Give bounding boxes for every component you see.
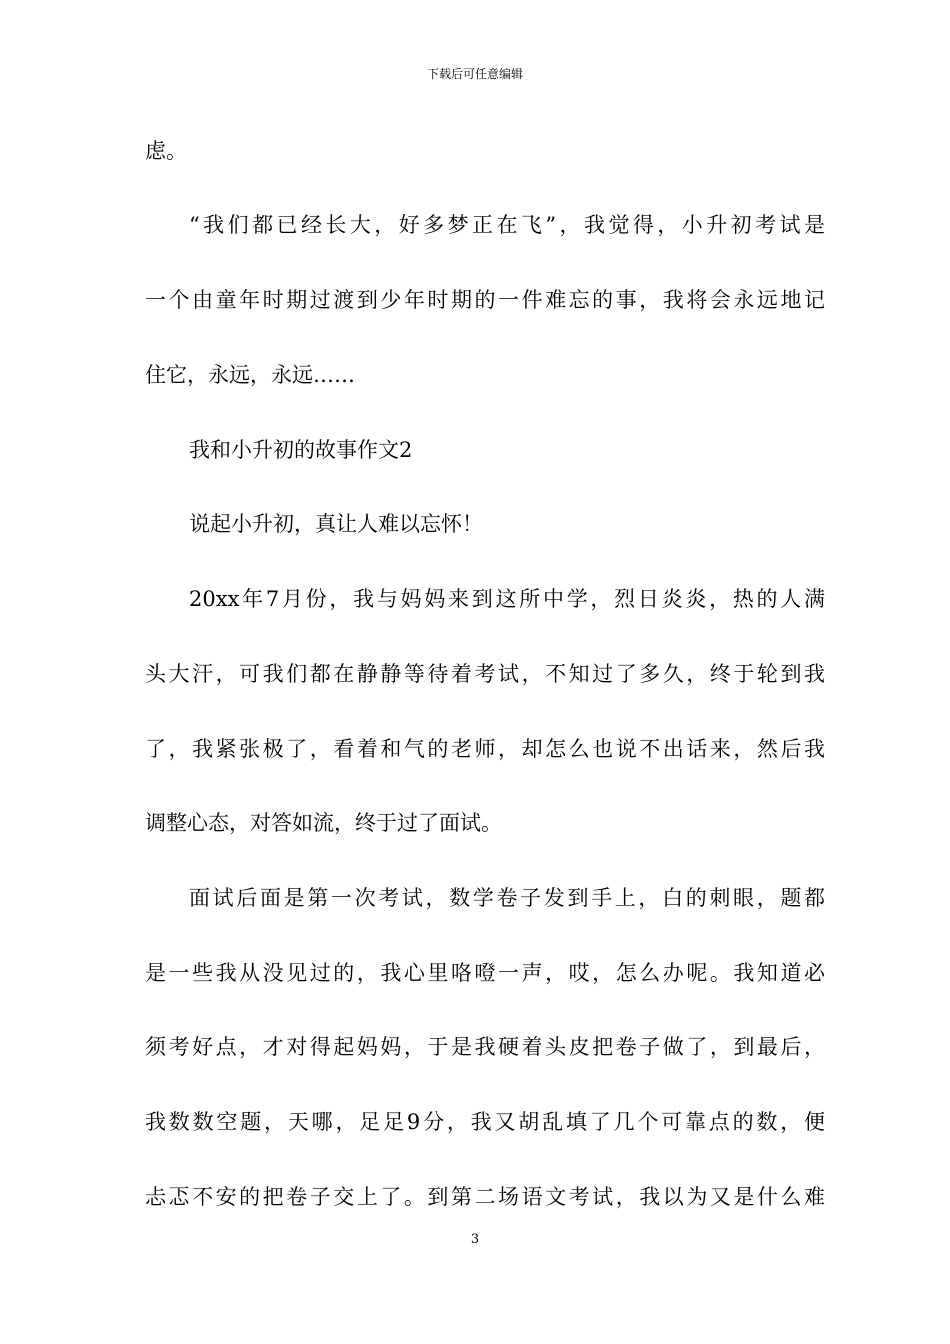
text-line: 是一些我从没见过的，我心里咯噔一声，哎，怎么办呢。我知道必 <box>145 961 825 985</box>
text-line: 住它，永远，永远…… <box>145 363 355 387</box>
text-line: 须考好点，才对得起妈妈，于是我硬着头皮把卷子做了，到最后， <box>145 1035 825 1059</box>
text-line: 调整心态，对答如流，终于过了面试。 <box>145 811 502 835</box>
text-line: 了，我紧张极了，看着和气的老师，却怎么也说不出话来，然后我 <box>145 737 825 761</box>
text-line: 20xx年7月份，我与妈妈来到这所中学，烈日炎炎，热的人满 <box>189 587 825 611</box>
text-line: 面试后面是第一次考试，数学卷子发到手上，白的刺眼，题都 <box>189 886 825 910</box>
text-line: 忐忑不安的把卷子交上了。到第二场语文考试，我以为又是什么难 <box>145 1185 825 1209</box>
section-title: 我和小升初的故事作文2 <box>189 438 413 462</box>
text-line: 我数数空题，天哪，足足9分，我又胡乱填了几个可靠点的数，便 <box>145 1110 825 1134</box>
page-number: 3 <box>470 1232 480 1247</box>
text-line: 一个由童年时期过渡到少年时期的一件难忘的事，我将会永远地记 <box>145 288 825 312</box>
text-line: 虑。 <box>145 139 187 163</box>
page-header: 下载后可任意编辑 <box>426 67 523 81</box>
text-line: “我们都已经长大，好多梦正在飞”，我觉得，小升初考试是 <box>189 213 825 237</box>
text-line: 头大汗，可我们都在静静等待着考试，不知过了多久，终于轮到我 <box>145 662 825 686</box>
text-line: 说起小升初，真让人难以忘怀！ <box>189 512 483 536</box>
